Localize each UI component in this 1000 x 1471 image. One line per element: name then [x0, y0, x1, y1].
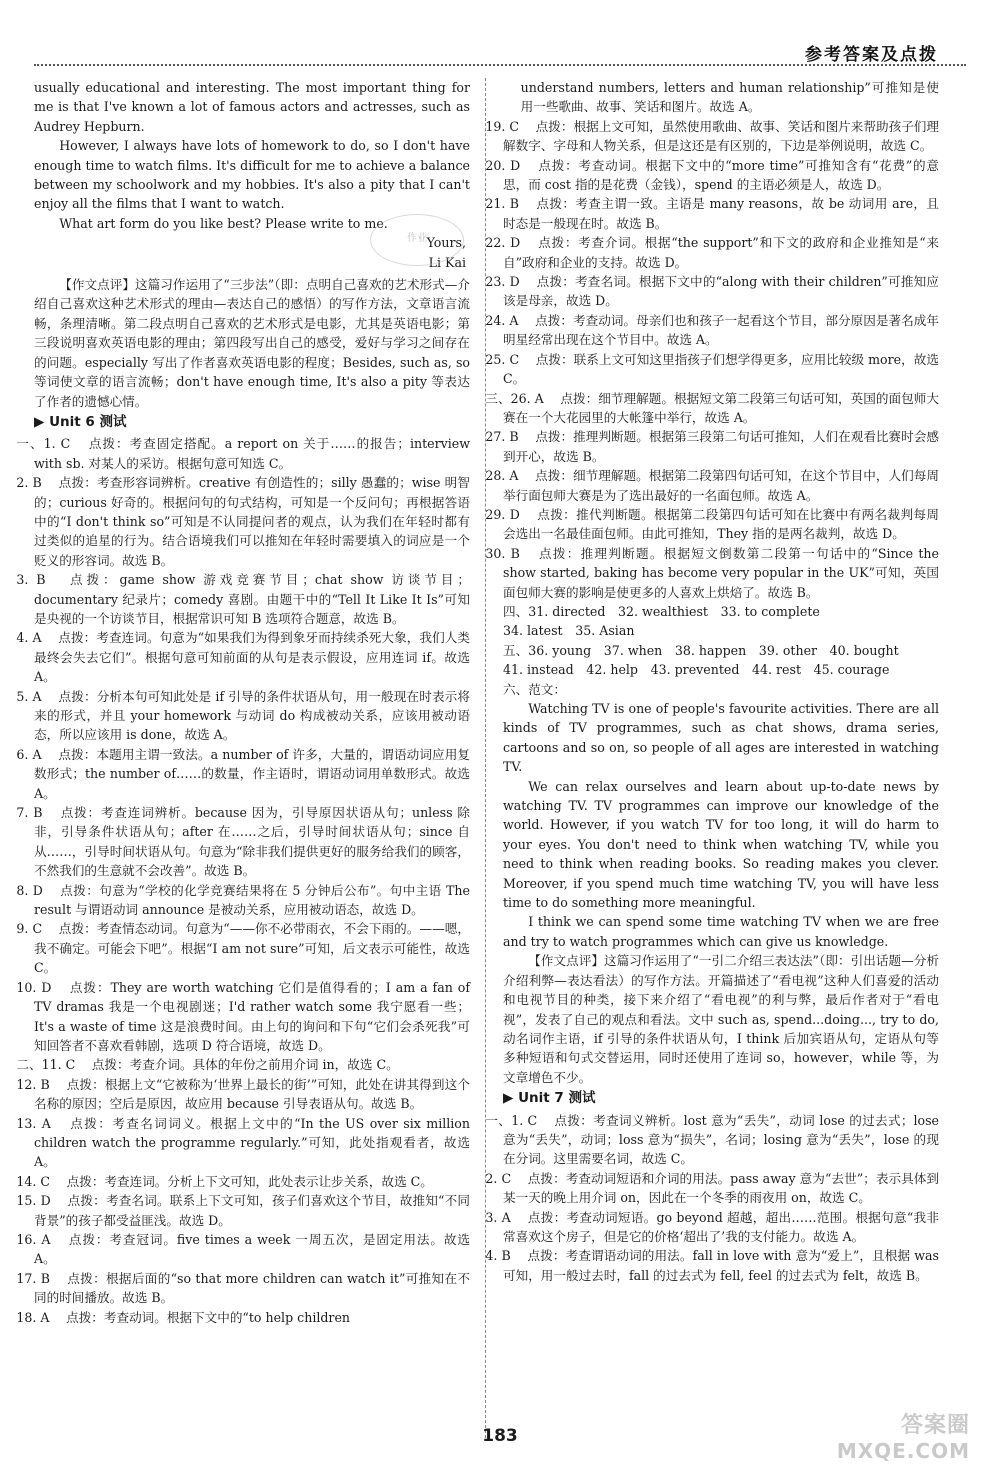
watermark-line: 答案圈: [900, 1413, 970, 1438]
answer-item: 16. A 点拨：考查冠词。five times a week 一周五次，是固定用法。故选 A。: [16, 1231, 470, 1267]
answer-list: [485, 1111, 939, 1286]
answer-item: 8. D 点拨：句意为“学校的化学竞赛结果将在 5 分钟后公布”。句中主语 The result 与谓语动词 announce 是被动关系，应用被动语态，故选 D。: [16, 882, 470, 918]
answer-item: 22. D 点拨：考查介词。根据“the support”和下文的政府和企业推知是“来自”政府和企业的支持。故选 D。: [485, 235, 939, 270]
section4-answers: 四、31. directed 32. wealthiest 33. to complete: [503, 603, 820, 619]
answer-item: 2. C 点拨：考查动词短语和介词的用法。pass away 意为“去世”；表示具体到某一天的晚上用介词 on，因此在一个冬季的雨夜用 on，故选 C。: [485, 1170, 939, 1206]
answer-item: 10. D 点拨：They are worth watching 它们是值得看的；I am a fan of TV dramas 我是一个电视剧迷；I'd rather watch some 我宁愿看一些；It's a waste of time 这是浪费时间。由上句的询问和下句“它们会杀死我”可知回答者不喜欢看韩剧，选项 D 符合语境，故选 D。: [16, 979, 470, 1053]
site-watermark: [837, 1408, 970, 1463]
answer-item: 一、1. C 点拨：考查固定搭配。a report on 关于……的报告；interview with sb. 对某人的采访。根据句意可知选 C。: [16, 436, 470, 471]
answer-item: 6. A 点拨：本题用主谓一致法。a number of 许多，大量的，谓语动词应用复数形式；the number of……的数量，作主语时，谓语动词用单数形式。故选 A。: [16, 746, 470, 801]
answer-item: 27. B 点拨：推理判断题。根据第三段第二句话可推知，人们在观看比赛时会感到开心，故选 B。: [485, 429, 939, 464]
answer-item: understand numbers, letters and human relationship”可推知是使用一些歌曲、故事、笑话和图片。故选 A。: [520, 80, 939, 115]
answer-item: 12. B 点拨：根据上文“它被称为‘世界上最长的街’”可知，此处在讲其得到这个名称的原因；空后是原因，故应用 because 引导表语从句。故选 B。: [16, 1076, 470, 1112]
answer-item: 一、1. C 点拨：考查词义辨析。lost 意为“丢失”，动词 lose 的过去式；lose 意为“丢失”，动词；loss 意为“损失”，名词；losing 意为“丢失”，lose 的现在分词。这里需要名词，故选 C。: [485, 1112, 939, 1167]
sample-essay-paragraph: We can relax ourselves and learn about up-to-date news by watching TV. TV programmes can improve our knowledge of the world. However, if you watch TV for too long, it will do harm to your eyes. You don't need to think when watching TV, while you need to think when reading books. So reading makes you clever. Moreover, if you spend much time watching TV, you will have less time to do something more meaningful.: [503, 778, 939, 911]
answer-item: 13. A 点拨：考查名词词义。根据上文中的“In the US over six million children watch the programme regularly.”可知，此处指观看者，故选 A。: [16, 1115, 470, 1170]
sample-essay-paragraph: Watching TV is one of people's favourite activities. There are all kinds of TV programmes, such as chat shows, drama series, cartoons and so on, so people of all ages are interested in watching TV.: [503, 701, 939, 775]
letter-paragraph: usually educational and interesting. The most important thing for me is that I've known a lot of famous actors and actresses, such as Audrey Hepburn.: [34, 80, 470, 134]
answer-list: [16, 434, 470, 1327]
right-column: [485, 78, 939, 1285]
header-title: 参考答案及点拨: [805, 45, 938, 65]
page-header: [0, 0, 1000, 64]
left-column: [16, 78, 470, 1327]
answer-item: 21. B 点拨：考查主谓一致。主语是 many reasons，故 be 动词用 are，且时态是一般现在时。故选 B。: [485, 196, 939, 231]
unit-heading: ▶ Unit 7 测试: [503, 1090, 596, 1107]
answer-item: 17. B 点拨：根据后面的“so that more children can watch it”可推知在不同的时间播放。故选 B。: [16, 1270, 470, 1306]
answer-item: 9. C 点拨：考查情态动词。句意为“——你不必带雨衣，不会下雨的。——嗯，我不确定。可能会下吧”。根据“I am not sure”可知，后文表示可能性，故选 C。: [16, 921, 470, 976]
answer-item: 三、26. A 点拨：细节理解题。根据短文第二段第三句话可知，英国的面包师大赛在一个大花园里的大帐篷中举行，故选 A。: [485, 390, 939, 425]
section4-answers: 34. latest 35. Asian: [503, 623, 635, 639]
watermark-line: MXQE.COM: [836, 1439, 970, 1463]
answer-item: 29. D 点拨：推代判断题。根据第二段第四句话可知在比赛中有两名裁判每周会选出一名最佳面包师。由此可推知，They 指的是两名裁判，故选 D。: [485, 506, 939, 542]
section5-answers: 五、36. young 37. when 38. happen 39. other 40. bought: [503, 642, 899, 658]
answer-item: 3. A 点拨：考查动词短语。go beyond 超越，超出……范围。根据句意“我非常喜欢这个房子，但是它的价格‘超出了’我的支付能力。故选 A。: [485, 1209, 939, 1244]
letter-signature: Li Kai: [428, 254, 466, 270]
section6-label: 六、范文：: [503, 681, 566, 697]
page-number: 183: [482, 1426, 518, 1446]
answer-item: 7. B 点拨：考查连词辨析。because 因为，引导原因状语从句；unless 除非，引导条件状语从句；after 在……之后，引导时间状语从句；since 自从……，引导时间状语从句。句意为“除非我们提供更好的服务给我们的顾客，不然我们的生意就不会改善”。故选 B。: [16, 805, 470, 879]
answer-item: 4. B 点拨：考查谓语动词的用法。fall in love with 意为“爱上”，且根据 was 可知，用一般过去时，fall 的过去式为 fell, feel 的过去式为 felt，故选 B。: [485, 1248, 939, 1283]
answer-item: 4. A 点拨：考查连词。句意为“如果我们为得到象牙而持续杀死大象，我们人类最终会失去它们”。根据句意可知前面的从句是表示假设，应用连词 if。故选 A。: [16, 630, 470, 685]
header-rule: [34, 64, 966, 66]
answer-item: 30. B 点拨：推理判断题。根据短文倒数第二段第一句话中的“Since the show started, baking has become very popular in the UK”可知，英国面包师大赛的影响是使更多的人喜欢上烘焙了。故选 B。: [485, 545, 939, 600]
answer-item: 2. B 点拨：考查形容词辨析。creative 有创造性的；silly 愚蠢的；wise 明智的；curious 好奇的。根据问句的句式结构，可知是一个反问句；再根据答语中的“I don't think so”可知是不认同提问者的观点，认为我们在年轻时都有过类似的追星的行为。结合语境我们可以推知在年轻时需要填入的词应是一个贬义的形容词。故选 B。: [16, 475, 470, 568]
answer-item: 15. D 点拨：考查名词。联系上下文可知，孩子们喜欢这个节目，故推知“不同背景”的孩子都受益匪浅。故选 D。: [16, 1193, 470, 1228]
answer-item: 23. D 点拨：考查名词。根据下文中的“along with their children”可推知应该是母亲，故选 D。: [485, 274, 939, 309]
answer-item: 28. A 点拨：细节理解题。根据第二段第四句话可知，在这个节目中，人们每周举行面包师大赛是为了选出最好的一名面包师。故选 A。: [485, 468, 939, 503]
answer-item: 14. C 点拨：考查连词。分析上下文可知，此处表示让步关系，故选 C。: [16, 1173, 433, 1189]
unit-heading: ▶ Unit 6 测试: [34, 413, 127, 430]
answer-list: [485, 78, 939, 602]
essay-comment: 【作文点评】这篇习作运用了“三步法”（即：点明自己喜欢的艺术形式—介绍自己喜欢这种艺术形式的理由—表达自己的感悟）的写作方法，文章语言流畅，条理清晰。第二段点明自己喜欢的艺术形式是电影，尤其是英语电影；第三段说明喜欢英语电影的理由；第四段写出自己的感受，爱好与学习之间存在的问题。especially 写出了作者喜欢英语电影的程度；Besides, such as, so 等词使文章的语言流畅；don't have enough time, It's also a pity 等表达了作者的遗憾心情。: [34, 277, 470, 409]
answer-item: 25. C 点拨：联系上文可知这里指孩子们想学得更多，应用比较级 more，故选 C。: [485, 351, 939, 387]
answer-item: 20. D 点拨：考查动词。根据下文中的“more time”可推知含有“花费”的意思，而 cost 指的是花费（金钱），spend 的主语必须是人，故选 D。: [485, 157, 939, 193]
section5-answers: 41. instead 42. help 43. prevented 44. rest 45. courage: [503, 662, 890, 678]
homework-stamp: 作业: [370, 214, 464, 266]
answer-item: 二、11. C 点拨：考查介词。具体的年份之前用介词 in，故选 C。: [16, 1057, 399, 1073]
answer-item: 5. A 点拨：分析本句可知此处是 if 引导的条件状语从句，用一般现在时表示将来的形式，并且 your homework 与动词 do 构成被动关系，应该用被动语态，所以应该用 is done，故选 A。: [16, 688, 470, 743]
answer-item: 18. A 点拨：考查动词。根据下文中的“to help children: [16, 1309, 351, 1325]
letter-signoff: Yours,: [426, 235, 466, 251]
letter-paragraph: What art form do you like best? Please write to me.: [59, 215, 388, 231]
letter-paragraph: However, I always have lots of homework to do, so I don't have enough time to watch films. It's difficult for me to achieve a balance between my schoolwork and my hobbies. It's also a pity that I can't enjoy all the films that I want to watch.: [34, 138, 470, 212]
answer-item: 3. B 点拨：game show 游戏竞赛节目；chat show 访谈节目；documentary 纪录片；comedy 喜剧。由题干中的“Tell It Like It Is”可知是央视的一个访谈节目，根据常识可知 B 选项符合题意，故选 B。: [16, 572, 470, 626]
sample-essay-paragraph: I think we can spend some time watching TV when we are free and try to watch programmes which can give us knowledge.: [503, 914, 939, 949]
essay-comment: 【作文点评】这篇习作运用了“一引二介绍三表达法”（即：引出话题—分析介绍利弊—表达看法）的写作方法。开篇描述了“看电视”这种人们喜爱的活动和电视节目的种类，接下来介绍了“看电视”的利与弊，最后作者对于“看电视”，发表了自己的观点和看法。文中 such as, spend...doing..., try to do, 动名词作主语，if 引导的条件状语从句，I think 后加宾语从句，定语从句等多种短语和句式交替运用，同时还使用了连词 so，however，while 等，为文章增色不少。: [503, 953, 939, 1085]
answer-item: 19. C 点拨：根据上文可知，虽然使用歌曲、故事、笑话和图片来帮助孩子们理解数字、字母和人物关系，但是这还是有区别的，下边是举例说明，故选 C。: [485, 118, 939, 154]
answer-item: 24. A 点拨：考查动词。母亲们也和孩子一起看这个节目，部分原因是著名成年明星经常出现在这个节目中。故选 A。: [485, 312, 939, 348]
